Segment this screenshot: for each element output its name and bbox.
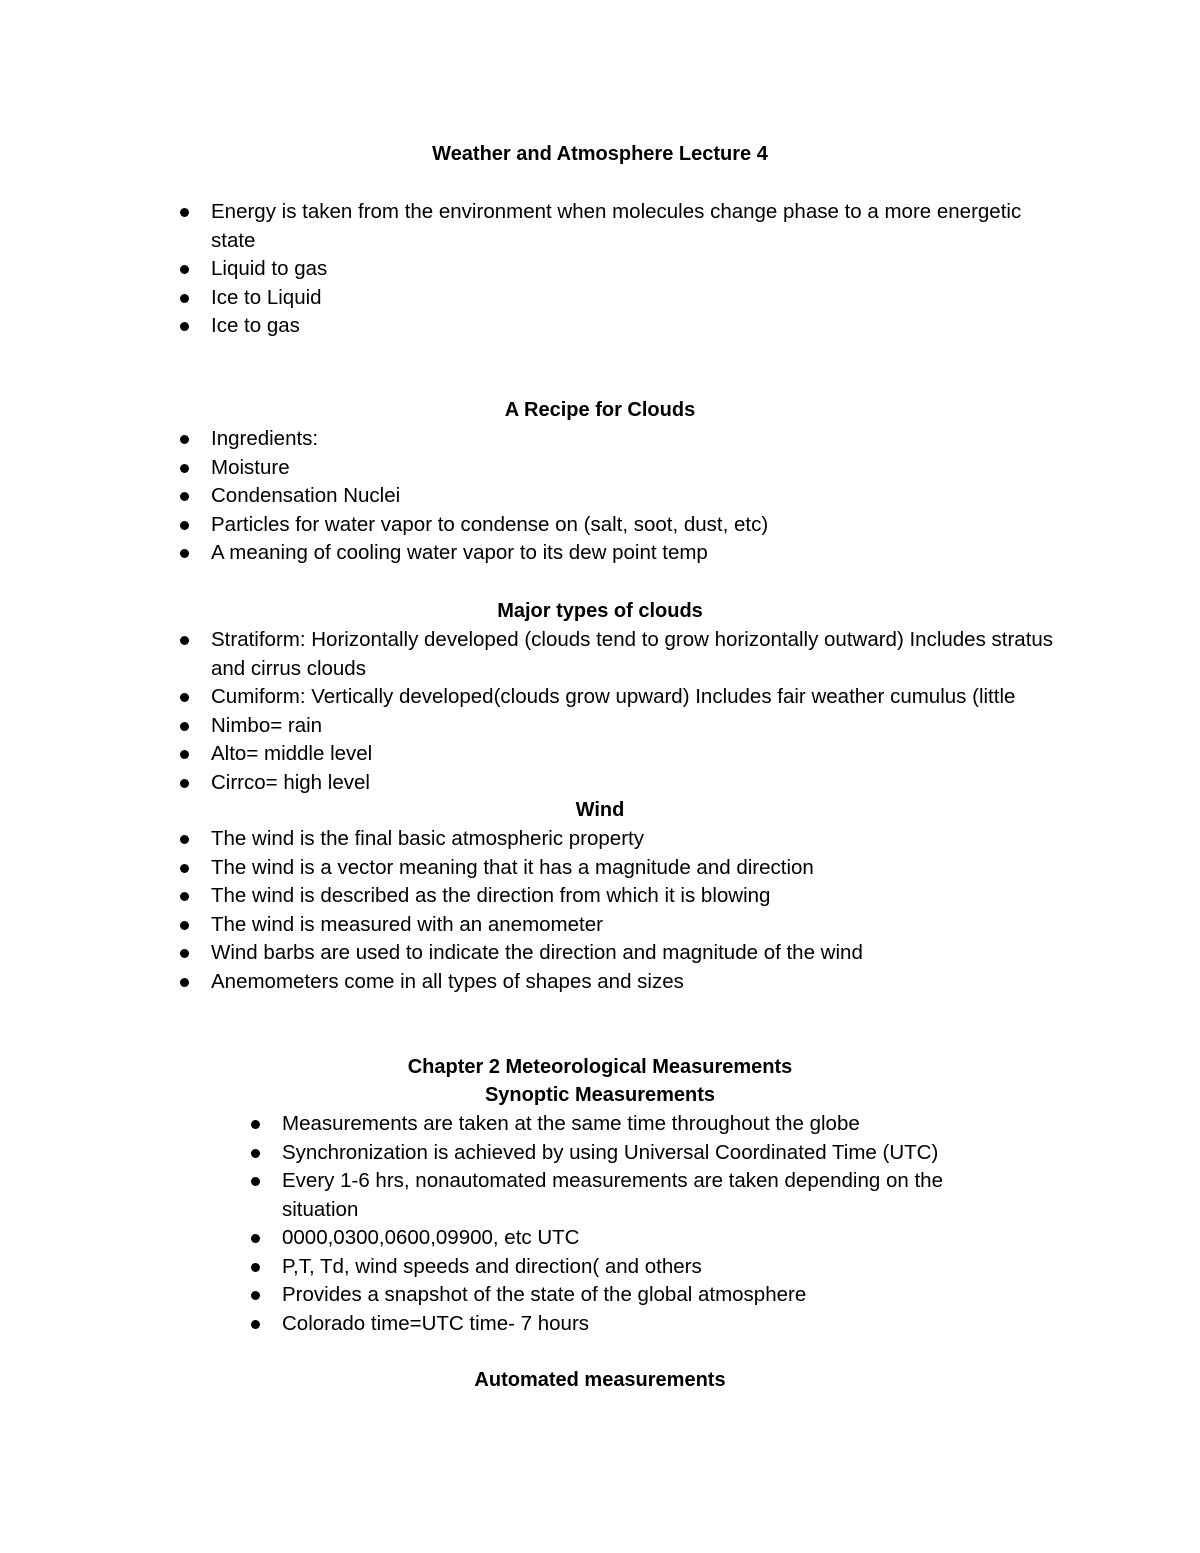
list-item-text: The wind is the final basic atmospheric property: [211, 827, 644, 850]
list-item: [251, 1253, 1011, 1282]
list-item: [180, 854, 1060, 883]
bullet-icon: [180, 779, 189, 788]
list-item-text: Measurements are taken at the same time throughout the globe: [282, 1112, 860, 1135]
list-item-text: P,T, Td, wind speeds and direction( and others: [282, 1254, 702, 1278]
list-item-text: Energy is taken from the environment when molecules change phase to a more energetic state: [211, 200, 1022, 252]
bullet-icon: [251, 1234, 260, 1243]
list-item-text: Cirrco= high level: [211, 770, 370, 794]
list-item-text: Particles for water vapor to condense on (salt, soot, dust, etc): [211, 512, 769, 536]
list-item: [180, 482, 1060, 511]
chapter-heading: Chapter 2 Meteorological Measurements: [407, 1056, 793, 1078]
list-item: [180, 312, 1060, 341]
bullet-icon: [180, 693, 189, 702]
bullet-icon: [251, 1320, 260, 1329]
bullet-icon: [180, 892, 189, 901]
bullet-icon: [251, 1120, 260, 1129]
lecture-bullet-list: [180, 198, 1060, 341]
bullet-icon: [251, 1177, 260, 1186]
list-item: [180, 740, 1060, 769]
bullet-icon: [251, 1263, 260, 1272]
synoptic-bullet-list: [251, 1110, 1011, 1338]
clouds-heading: Major types of clouds: [497, 600, 703, 622]
recipe-heading: A Recipe for Clouds: [504, 399, 696, 421]
bullet-icon: [180, 464, 189, 473]
bullet-icon: [180, 208, 189, 217]
list-item: [180, 968, 1060, 997]
bullet-icon: [180, 492, 189, 501]
page-title: Weather and Atmosphere Lecture 4: [432, 143, 768, 165]
bullet-icon: [180, 549, 189, 558]
bullet-icon: [180, 435, 189, 444]
list-item: [251, 1281, 1011, 1310]
list-item-text: Stratiform: Horizontally developed (clouds tend to grow horizontally outward) Includes stratus and cirrus clouds: [211, 628, 1054, 680]
list-item: [180, 882, 1060, 911]
list-item: [180, 425, 1060, 454]
bullet-icon: [180, 722, 189, 731]
list-item: [251, 1139, 1011, 1168]
wind-bullet-list: [180, 825, 1060, 996]
list-item: [180, 626, 1060, 683]
bullet-icon: [180, 978, 189, 987]
bullet-icon: [180, 835, 189, 844]
list-item-text: Wind barbs are used to indicate the direction and magnitude of the wind: [211, 941, 863, 964]
list-item-text: Every 1-6 hrs, nonautomated measurements are taken depending on the situation: [282, 1169, 943, 1221]
list-item: [180, 769, 1060, 798]
list-item: [251, 1310, 1011, 1339]
list-item-text: The wind is measured with an anemometer: [211, 912, 603, 936]
synoptic-subheading: Synoptic Measurements: [484, 1084, 716, 1106]
bullet-icon: [251, 1291, 260, 1300]
list-item-text: Ice to Liquid: [211, 285, 322, 309]
list-item: [180, 198, 1060, 255]
list-item-text: 0000,0300,0600,09900, etc UTC: [282, 1226, 580, 1249]
list-item: [180, 454, 1060, 483]
bullet-icon: [251, 1149, 260, 1158]
list-item-text: Synchronization is achieved by using Universal Coordinated Time (UTC): [282, 1140, 939, 1164]
bullet-icon: [180, 921, 189, 930]
list-item: [251, 1110, 1011, 1139]
list-item-text: Anemometers come in all types of shapes and sizes: [211, 969, 684, 993]
wind-heading: Wind: [575, 799, 625, 821]
list-item-text: Liquid to gas: [211, 257, 328, 280]
list-item: [180, 255, 1060, 284]
automated-heading: Automated measurements: [474, 1369, 726, 1391]
list-item-text: Cumiform: Vertically developed(clouds grow upward) Includes fair weather cumulus (little: [211, 685, 1016, 708]
list-item-text: The wind is a vector meaning that it has a magnitude and direction: [211, 855, 814, 879]
list-item: [180, 712, 1060, 741]
list-item-text: Condensation Nuclei: [211, 484, 401, 507]
bullet-icon: [180, 750, 189, 759]
list-item-text: The wind is described as the direction from which it is blowing: [211, 884, 771, 907]
list-item-text: Provides a snapshot of the state of the global atmosphere: [282, 1283, 807, 1306]
list-item: [180, 825, 1060, 854]
bullet-icon: [180, 322, 189, 331]
recipe-bullet-list: [180, 425, 1060, 568]
clouds-bullet-list: [180, 626, 1060, 797]
list-item-text: Alto= middle level: [211, 742, 373, 765]
list-item: [251, 1224, 1011, 1253]
list-item: [180, 939, 1060, 968]
bullet-icon: [180, 636, 189, 645]
list-item-text: Ice to gas: [211, 314, 300, 337]
bullet-icon: [180, 265, 189, 274]
list-item: [180, 284, 1060, 313]
list-item-text: Colorado time=UTC time- 7 hours: [282, 1311, 590, 1335]
list-item: [180, 539, 1060, 568]
list-item: [180, 911, 1060, 940]
list-item: [180, 511, 1060, 540]
bullet-icon: [180, 864, 189, 873]
list-item-text: Ingredients:: [211, 427, 319, 450]
bullet-icon: [180, 949, 189, 958]
list-item: [251, 1167, 1011, 1224]
bullet-icon: [180, 521, 189, 530]
list-item-text: Nimbo= rain: [211, 713, 323, 737]
list-item: [180, 683, 1060, 712]
bullet-icon: [180, 294, 189, 303]
list-item-text: Moisture: [211, 455, 290, 479]
list-item-text: A meaning of cooling water vapor to its dew point temp: [211, 541, 708, 564]
